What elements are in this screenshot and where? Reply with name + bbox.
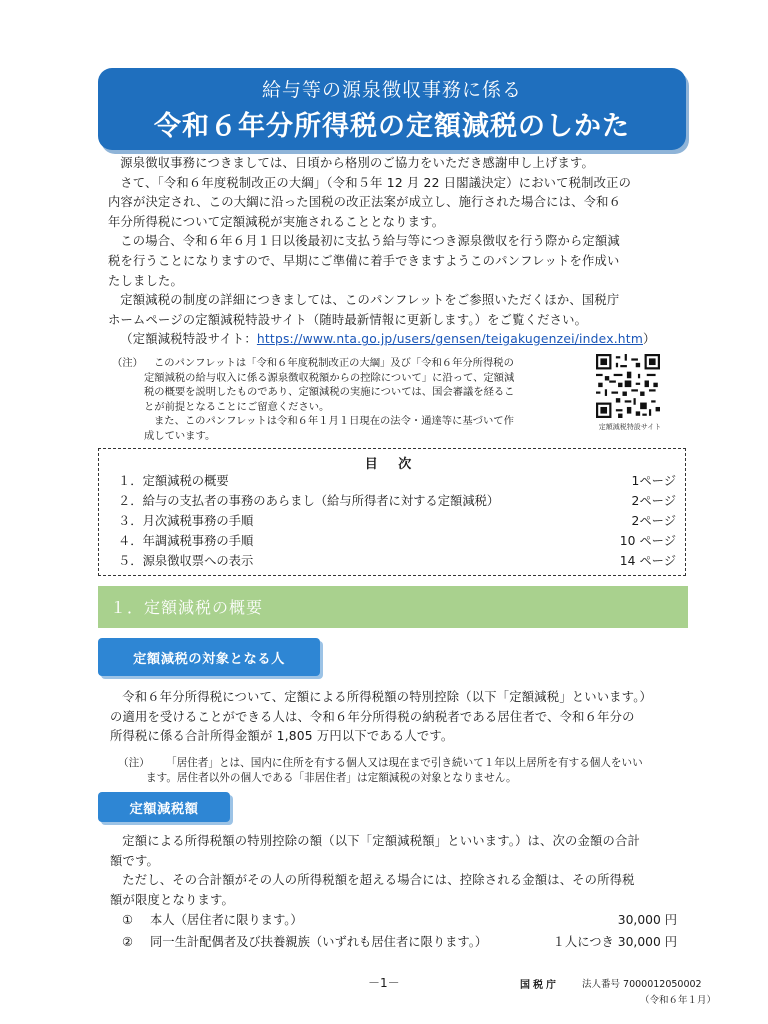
intro-p3-l1: この場合、令和６年６月１日以後最初に支払う給与等につき源泉徴収を行う際から定額減 xyxy=(120,234,620,249)
amount-item-label: 同一生計配偶者及び扶養親族（いずれも居住者に限ります。） xyxy=(150,935,488,949)
footer-corp-number: 法人番号 7000012050002 xyxy=(582,979,702,990)
resident-note xyxy=(118,756,688,786)
subheading-eligible: 定額減税の対象となる人 xyxy=(98,638,320,676)
header-subtitle: 給与等の源泉徴収事務に係る xyxy=(261,79,522,101)
resident-note-line-1: 「居住者」とは、国内に住所を有する個人又は現在まで引き続いて１年以上居所を有する個人をいい xyxy=(166,757,643,769)
amount-item-value: １人につき 30,000 円 xyxy=(552,935,677,949)
toc-item-page: 14 ページ xyxy=(619,554,676,568)
note-line-6: 成しています。 xyxy=(144,429,216,442)
site-label: （定額減税特設サイト： xyxy=(120,332,257,347)
intro-p2-l1: さて、「令和６年度税制改正の大綱」（令和５年 12 月 22 日閣議決定）において税制改正の xyxy=(120,175,632,190)
note-mark: （注） xyxy=(112,357,143,369)
intro-p1: 源泉徴収事務につきましては、日頃から格別のご協力をいただき感謝申し上げます。 xyxy=(120,156,594,170)
site-link-line xyxy=(108,330,693,350)
resident-note-mark: （注） xyxy=(118,757,150,769)
toc-item-page: 2ページ xyxy=(631,494,676,508)
eligible-line-3: 所得税に係る合計所得金額が 1,805 万円以下である人です。 xyxy=(110,729,454,744)
toc-item[interactable] xyxy=(118,550,676,570)
amount-item-value: 30,000 円 xyxy=(617,913,677,927)
note-line-1: このパンフレットは「令和６年度税制改正の大綱」及び「令和６年分所得税の xyxy=(154,357,514,369)
toc-item[interactable] xyxy=(118,490,676,510)
amount-item xyxy=(122,932,677,950)
amount-item-mark: ② xyxy=(122,935,134,949)
qr-label: 定額減税特設サイト xyxy=(598,423,662,431)
toc-title: 目 次 xyxy=(364,457,420,472)
toc-item[interactable] xyxy=(118,510,676,530)
note-line-4: とが前提となることにご留意ください。 xyxy=(144,400,330,413)
toc-item[interactable] xyxy=(118,470,676,490)
footer-date: （令和６年１月） xyxy=(640,995,717,1006)
intro-p3-l2: 税を行うことになりますので、早期にご準備に着手できますようこのパンフレットを作成い xyxy=(108,253,620,268)
toc-item-page: 1ページ xyxy=(631,474,676,488)
toc-item-label: ２．給与の支払者の事務のあらまし（給与所得者に対する定額減税） xyxy=(118,494,500,508)
intro-p3-l3: たしました。 xyxy=(108,273,183,288)
toc-item[interactable] xyxy=(118,530,676,550)
note-line-5: また、このパンフレットは令和６年１月１日現在の法令・通達等に基づいて作 xyxy=(154,415,514,428)
intro xyxy=(108,154,693,350)
intro-p4-l1: 定額減税の制度の詳細につきましては、このパンフレットをご参照いただくほか、国税庁 xyxy=(120,293,620,308)
toc-item-page: 10 ページ xyxy=(619,534,676,548)
footer-org: 国税庁 xyxy=(520,980,559,991)
note-block xyxy=(112,356,582,444)
subheading-amount: 定額減税額 xyxy=(98,792,230,822)
amount-item-mark: ① xyxy=(122,913,134,927)
toc-item-page: 2ページ xyxy=(631,514,676,528)
page-number: －1－ xyxy=(368,976,400,990)
amount-p2-l1: ただし、その合計額がその人の所得税額を超える場合には、控除される金額は、その所得税 xyxy=(122,873,635,888)
site-url-link[interactable]: https://www.nta.go.jp/users/gensen/teigakugenzei/index.htm xyxy=(256,332,643,347)
amount-p1-l1: 定額による所得税額の特別控除の額（以下「定額減税額」といいます。）は、次の金額の合計 xyxy=(122,834,641,848)
toc-item-label: ４．年調減税事務の手順 xyxy=(118,534,254,548)
eligible-paragraph xyxy=(110,688,688,747)
eligible-line-2: の適用を受けることができる人は、令和６年分所得税の納税者である居住者で、令和６年分の xyxy=(110,709,635,724)
resident-note-line-2: ます。居住者以外の個人である「非居住者」は定額減税の対象となりません。 xyxy=(146,772,517,784)
intro-p2-l2: 内容が決定され、この大綱に沿った国税の改正法案が成立し、施行された場合には、令和６ xyxy=(108,195,622,210)
toc-item-label: ５．源泉徴収票への表示 xyxy=(118,554,254,568)
intro-p2-l3: 年分所得税について定額減税が実施されることとなります。 xyxy=(108,214,445,229)
section-title: １．定額減税の概要 xyxy=(110,598,264,617)
toc-item-label: ３．月次減税事務の手順 xyxy=(118,514,254,528)
qr-code-icon[interactable] xyxy=(596,354,660,418)
note-line-3: 税の概要を説明したものであり、定額減税の実施については、国会審議を経るこ xyxy=(144,386,515,399)
site-close: ） xyxy=(643,332,656,347)
amount-item xyxy=(122,910,677,928)
amount-paragraph xyxy=(110,832,688,910)
intro-p4-l2: ホームページの定額減税特設サイト（随時最新情報に更新します。）をご覧ください。 xyxy=(108,312,588,327)
amount-p1-l2: 額です。 xyxy=(110,853,160,868)
page-title: 令和６年分所得税の定額減税のしかた xyxy=(154,111,630,142)
toc-item-label: １．定額減税の概要 xyxy=(118,474,229,488)
amount-item-label: 本人（居住者に限ります。） xyxy=(150,913,303,927)
note-line-2: 定額減税の給与収入に係る源泉徴収税額からの控除について」に沿って、定額減 xyxy=(144,371,515,384)
eligible-line-1: 令和６年分所得税について、定額による所得税額の特別控除（以下「定額減税」といいます。） xyxy=(122,690,653,704)
amount-p2-l2: 額が限度となります。 xyxy=(110,892,234,907)
